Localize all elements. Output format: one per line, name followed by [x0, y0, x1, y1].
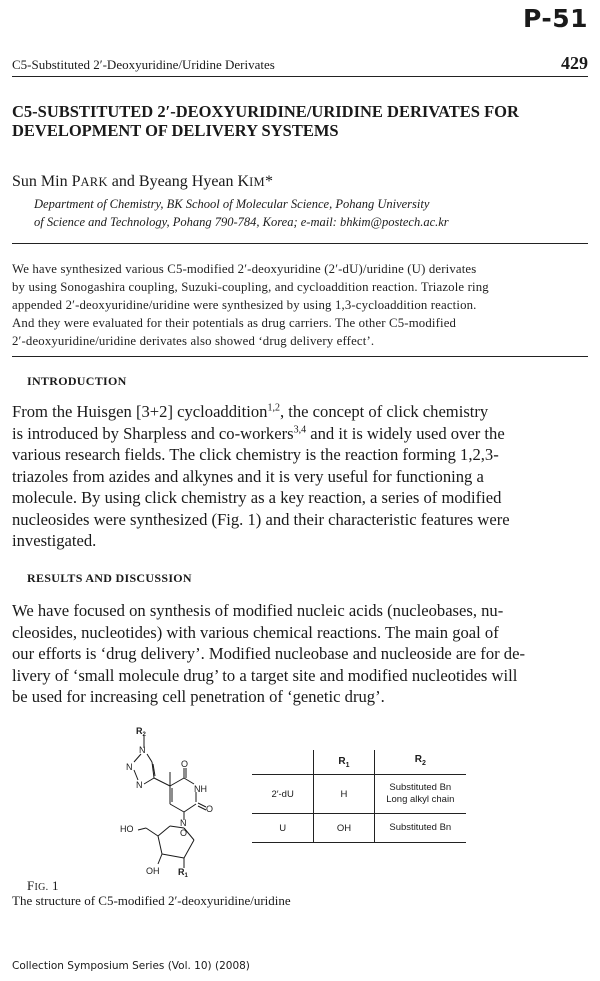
author-1-given: Sun Min — [12, 173, 72, 190]
abstract-line: We have synthesized various C5-modified 2′-deoxyuridine (2′-dU)/uridine (U) derivates — [12, 262, 477, 276]
author-2-surname-initial: K — [237, 173, 250, 190]
author-1-surname-initial: P — [71, 173, 81, 190]
text-line: triazoles from azides and alkynes and it is very useful for functioning a — [12, 466, 484, 486]
table-cell: U — [252, 814, 314, 843]
text-line: molecule. By using click chemistry as a key reaction, a series of modified — [12, 488, 502, 507]
table-cell: 2′-dU — [252, 775, 314, 814]
divider — [12, 243, 588, 244]
abstract — [12, 260, 588, 350]
chemical-structure-diagram — [110, 720, 250, 880]
abstract-line: And they were evaluated for their potentials as drug carriers. The other C5-modified — [12, 316, 457, 330]
title-line: DEVELOPMENT OF DELIVERY SYSTEMS — [12, 121, 339, 140]
author-2-surname-rest: IM — [249, 175, 265, 189]
structure-label: OH — [146, 866, 160, 876]
structure-label: N — [139, 745, 146, 755]
text-run: is introduced by Sharpless and co-workers — [12, 423, 294, 443]
structure-label: O — [181, 759, 189, 769]
author-conjunction: and — [107, 173, 139, 190]
figure-caption: The structure of C5-modified 2′-deoxyuridine/uridine — [12, 893, 291, 908]
structure-label: N — [126, 762, 133, 772]
abstract-line: by using Sonogashira coupling, Suzuki-coupling, and cycloaddition reaction. Triazole ring — [12, 280, 489, 294]
structure-label: N — [180, 818, 187, 828]
divider — [12, 356, 588, 357]
table-cell: Substituted Bn Long alkyl chain — [374, 775, 466, 814]
text-line: our efforts is ‘drug delivery’. Modified nucleobase and nucleoside are for de- — [12, 644, 525, 663]
structure-label: N — [136, 780, 143, 790]
footer-citation: Collection Symposium Series (Vol. 10) (2008) — [12, 960, 250, 972]
table-cell: Substituted Bn — [374, 814, 466, 843]
table-cell: OH — [314, 814, 374, 843]
table-header-cell: $R_1$ — [314, 750, 374, 775]
affiliation — [34, 195, 449, 231]
author-2-given: Byeang Hyean — [138, 173, 238, 190]
affiliation-line: Department of Chemistry, BK School of Molecular Science, Pohang University — [34, 197, 430, 211]
structure-label: O — [180, 828, 188, 838]
structure-label: $R_1$ — [178, 867, 188, 879]
table-row — [252, 775, 466, 814]
table-row — [252, 814, 466, 843]
figure-label: FIG. 1 — [27, 878, 59, 893]
author-list — [12, 173, 273, 191]
poster-id: P-51 — [522, 4, 588, 33]
table-header-cell — [252, 750, 314, 775]
paper-title — [12, 102, 588, 140]
citation-ref: 1,2 — [267, 402, 280, 414]
text-line: livery of ‘small molecule drug’ to a target site and modified nucleotides will — [12, 665, 518, 685]
table-cell: H — [314, 775, 374, 814]
structure-label: $R_2$ — [136, 726, 146, 738]
substituent-table — [252, 750, 466, 843]
introduction-paragraph — [12, 401, 588, 552]
text-line: We have focused on synthesis of modified nucleic acids (nucleobases, nu- — [12, 601, 504, 620]
running-header — [12, 54, 588, 77]
text-run: , the concept of click chemistry — [279, 402, 489, 421]
text-line: nucleosides were synthesized (Fig. 1) and their characteristic features were — [12, 509, 510, 529]
text-line — [12, 401, 588, 423]
text-line: various research fields. The click chemistry is the reaction forming 1,2,3- — [12, 445, 499, 464]
table-header-row — [252, 750, 466, 775]
running-title: C5-Substituted 2′-Deoxyuridine/Uridine Derivates — [12, 57, 275, 72]
author-1-surname-rest: ARK — [80, 175, 108, 189]
structure-label: NH — [194, 784, 207, 794]
text-line: investigated. — [12, 531, 97, 550]
text-line: be used for increasing cell penetration of ‘genetic drug’. — [12, 687, 385, 706]
section-heading-introduction: INTRODUCTION — [27, 374, 127, 388]
abstract-line: appended 2′-deoxyuridine/uridine were synthesized by using 1,3-cycloaddition reaction. — [12, 298, 477, 312]
text-line: cleosides, nucleotides) with various chemical reactions. The main goal of — [12, 622, 499, 642]
structure-label: HO — [120, 824, 134, 834]
table-header-cell: $R_2$ — [374, 750, 466, 775]
affiliation-line: of Science and Technology, Pohang 790-784, Korea; e-mail: bhkim@postech.ac.kr — [34, 215, 449, 229]
corresponding-mark: * — [264, 173, 273, 190]
title-line: C5-SUBSTITUTED 2′-DEOXYURIDINE/URIDINE DERIVATES FOR — [12, 102, 519, 121]
results-paragraph — [12, 600, 588, 708]
abstract-line: 2′-deoxyuridine/uridine derivates also showed ‘drug delivery effect’. — [12, 334, 375, 348]
structure-label: O — [206, 804, 214, 814]
text-line — [12, 423, 588, 445]
citation-ref: 3,4 — [293, 423, 307, 435]
structure-bonds — [134, 736, 206, 868]
section-heading-results: RESULTS AND DISCUSSION — [27, 571, 192, 585]
text-run: and it is widely used over the — [306, 423, 505, 443]
figure-1 — [110, 720, 470, 880]
page-number: 429 — [561, 53, 588, 73]
text-run: From the Huisgen [3+2] cycloaddition — [12, 402, 268, 421]
